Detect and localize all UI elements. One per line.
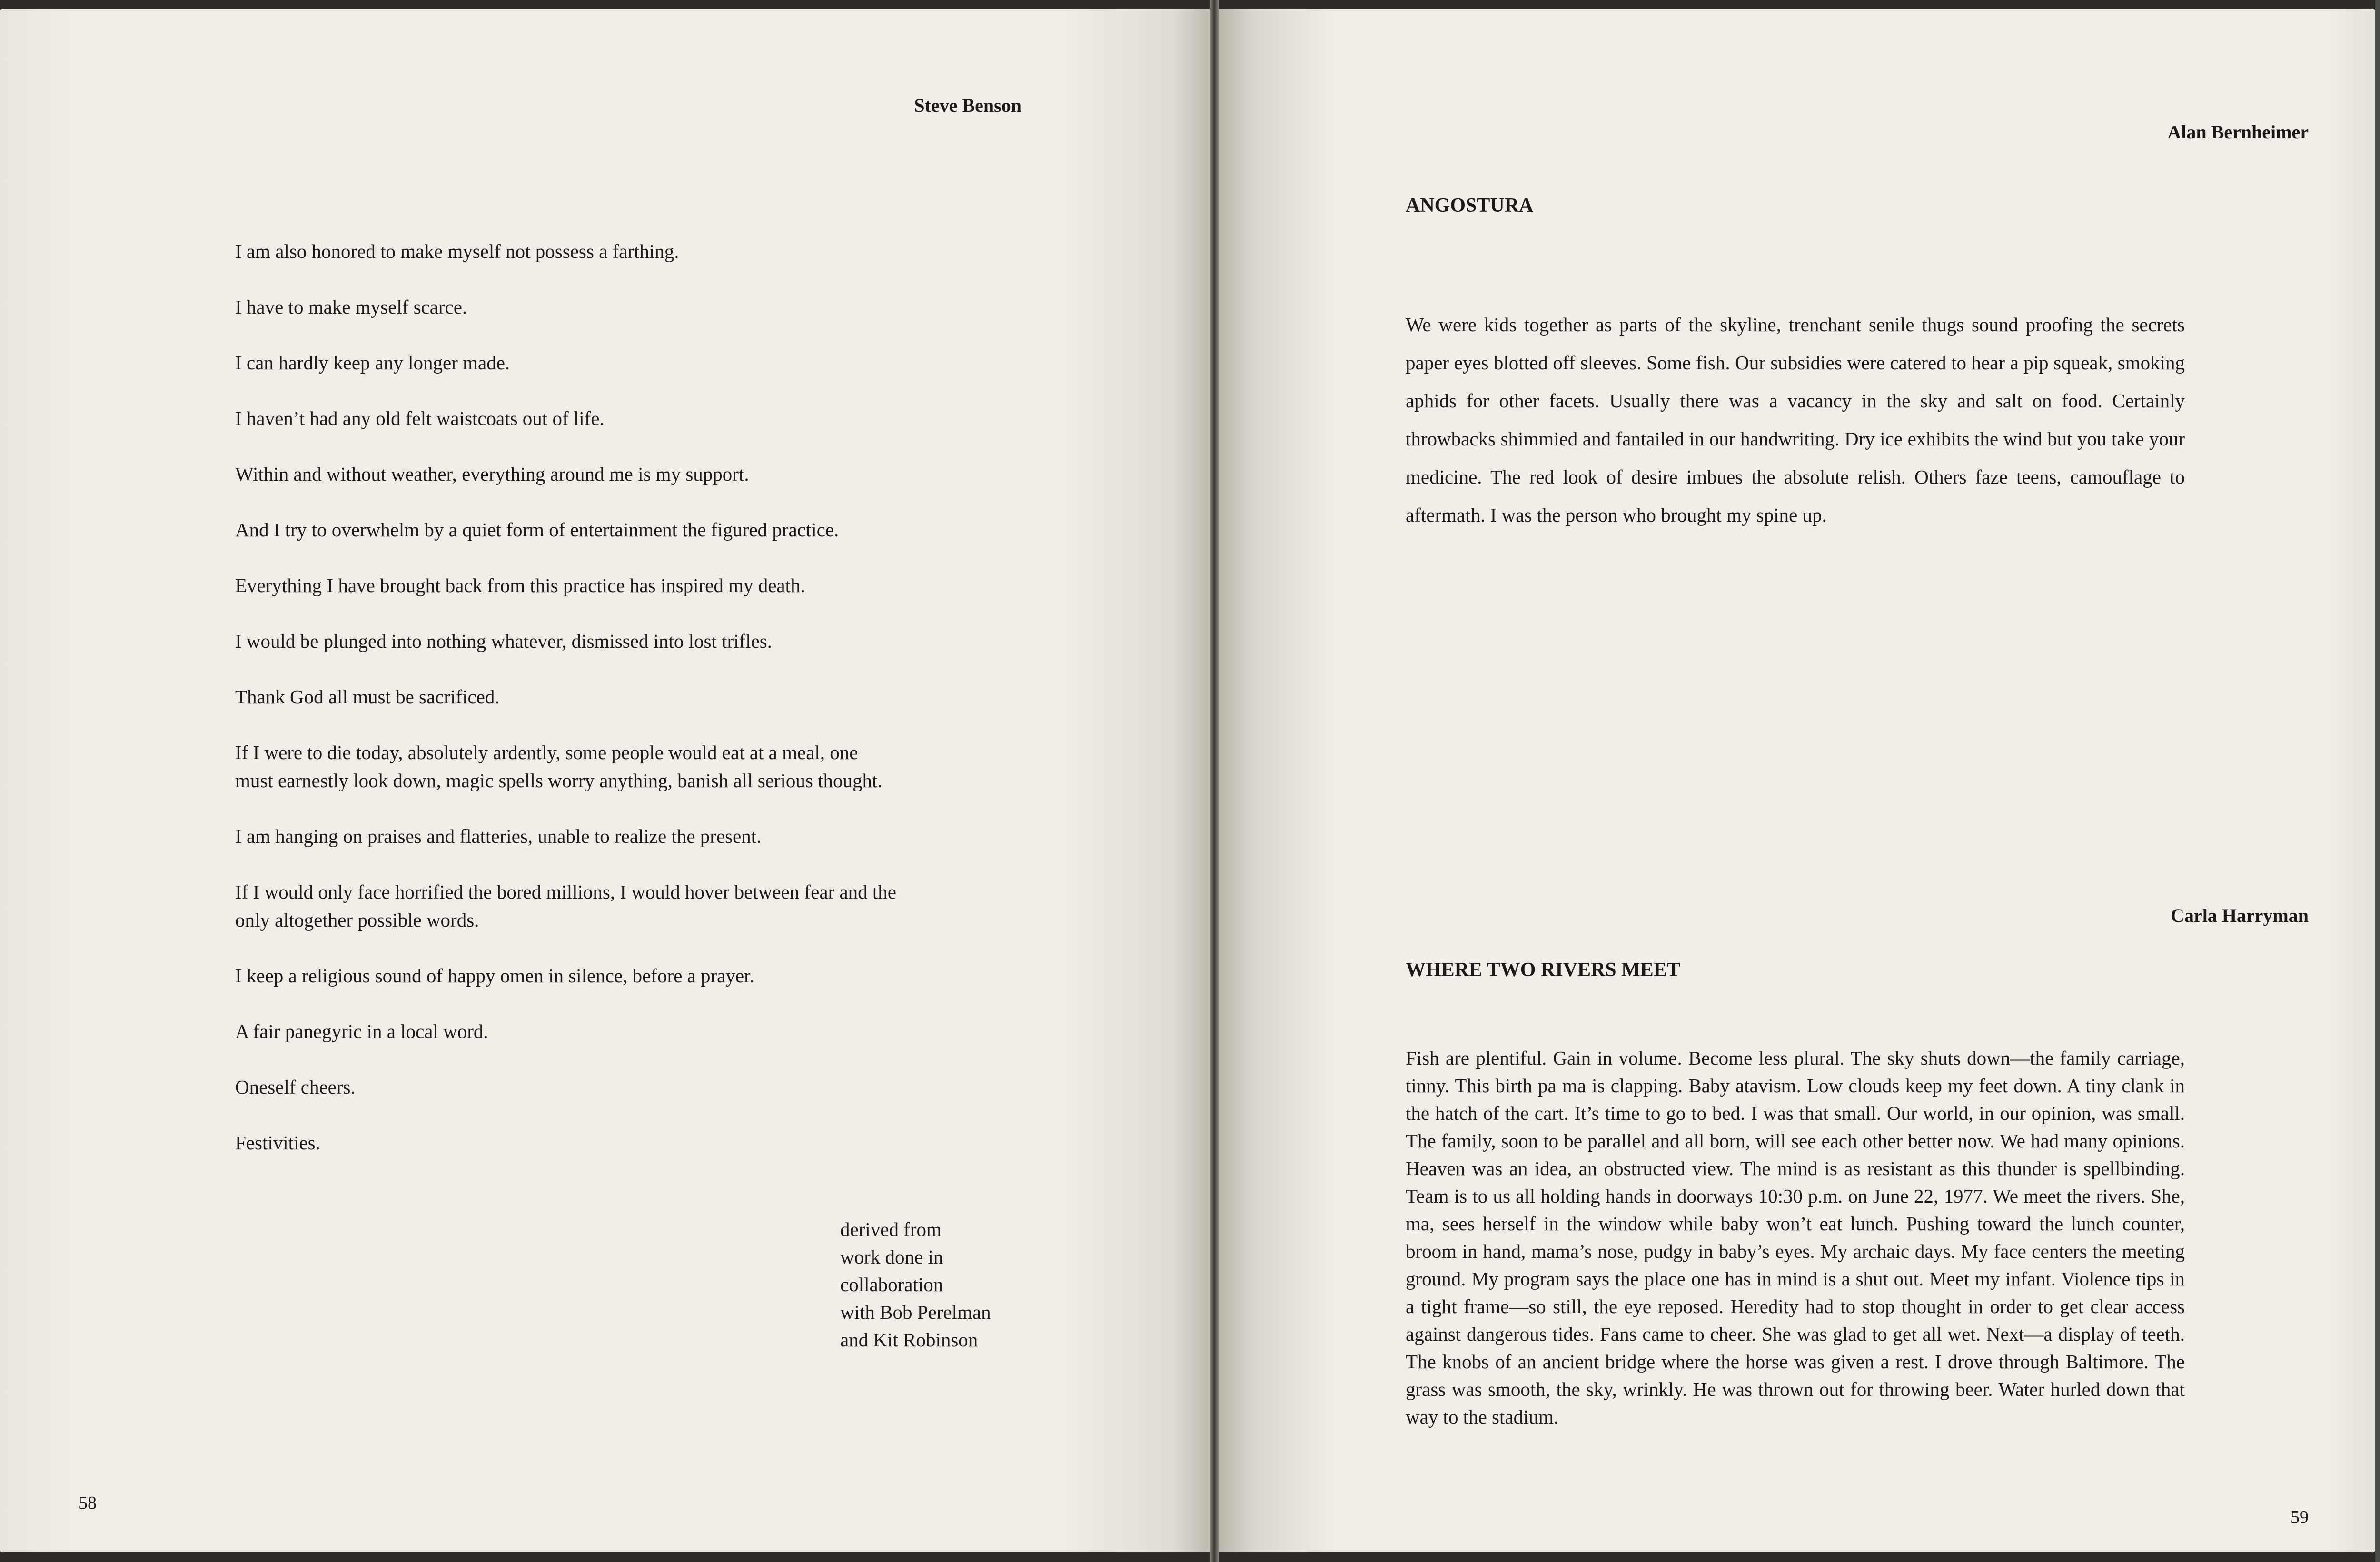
- credit-line: and Kit Robinson: [840, 1329, 978, 1351]
- poem-line: Everything I have brought back from this practice has inspired my death.: [235, 574, 805, 596]
- poem-title-1: ANGOSTURA: [1406, 195, 1534, 217]
- poem-line: must earnestly look down, magic spells worry anything, banish all serious thought.: [235, 770, 883, 791]
- book-gutter: [1210, 0, 1219, 1562]
- poem-line: I keep a religious sound of happy omen in silence, before a prayer.: [235, 965, 754, 987]
- poem-line: I haven’t had any old felt waistcoats out of life.: [235, 407, 605, 429]
- credit-line: collaboration: [840, 1274, 943, 1295]
- credit-line: work done in: [840, 1246, 943, 1268]
- book-edge: [2375, 0, 2380, 1562]
- poem-line: Thank God all must be sacrificed.: [235, 686, 500, 708]
- poem-text-2: Fish are plentiful. Gain in volume. Become less plural. The sky shuts down—the family carriage, tinny. This birth pa ma is clapping. Baby atavism. Low clouds keep my feet down. A tiny clank in the hatch of the cart. It’s time to go to bed. I was that small. Our world, in our opinion, was small. The family, soon to be parallel and all born, will see each other better now. We had many opinions. Heaven was an idea, an obstructed view. The mind is as resistant as this thunder is spellbinding. Team is to us all holding hands in doorways 10:30 p.m. on June 22, 1977. We meet the rivers. She, ma, sees herself in the window while baby won’t eat lunch. Pushing toward the lunch counter, broom in hand, mama’s nose, pudgy in baby’s eyes. My archaic days. My face centers the meeting ground. My program says the place one has in mind is a shut out. Meet my infant. Violence tips in a tight frame—so still, the eye reposed. Heredity had to stop thought in order to get clear access against dangerous tides. Fans came to cheer. She was glad to get all wet. Next—a display of teeth. The knobs of an ancient bridge where the horse was given a rest. I drove through Baltimore. The grass was smooth, the sky, wrinkly. He was thrown out for throwing beer. Water hurled down that way to the stadium.: [1406, 1047, 2185, 1428]
- poem-title-2: WHERE TWO RIVERS MEET: [1406, 959, 1680, 981]
- right-page: [1219, 9, 2375, 1552]
- poem-line: If I would only face horrified the bored millions, I would hover between fear and the: [235, 881, 896, 903]
- page-number: 58: [79, 1493, 97, 1513]
- poem-text-1: We were kids together as parts of the skyline, trenchant senile thugs sound proofing the secrets paper eyes blotted off sleeves. Some fish. Our subsidies were catered to hear a pip squeak, smoking aphids for other facets. Usually there was a vacancy in the sky and salt on food. Certainly throwbacks shimmied and fantailed in our handwriting. Dry ice exhibits the wind but you take your medicine. The red look of desire imbues the absolute relish. Others faze teens, camouflage to aftermath. I was the person who brought my spine up.: [1406, 314, 2185, 526]
- poem-line: only altogether possible words.: [235, 909, 479, 931]
- poem-line: Festivities.: [235, 1132, 320, 1154]
- poem-line: And I try to overwhelm by a quiet form of entertainment the figured practice.: [235, 519, 839, 541]
- poem-line: I am also honored to make myself not possess a farthing.: [235, 240, 679, 262]
- credit-line: derived from: [840, 1218, 942, 1240]
- page-number: 59: [2291, 1507, 2309, 1527]
- poem-line: I am hanging on praises and flatteries, unable to realize the present.: [235, 825, 762, 847]
- left-author: Steve Benson: [914, 95, 1021, 116]
- left-page: [0, 9, 1210, 1552]
- poem-line: I have to make myself scarce.: [235, 296, 467, 318]
- credit-line: with Bob Perelman: [840, 1301, 991, 1323]
- right-author-1: Alan Bernheimer: [2167, 121, 2309, 143]
- poem-line: Within and without weather, everything around me is my support.: [235, 463, 749, 485]
- poem-line: I can hardly keep any longer made.: [235, 352, 510, 374]
- poem-line: I would be plunged into nothing whatever, dismissed into lost trifles.: [235, 630, 773, 652]
- poem-line: A fair panegyric in a local word.: [235, 1020, 488, 1042]
- collaboration-credit: [840, 1216, 991, 1354]
- right-author-2: Carla Harryman: [2171, 905, 2309, 926]
- poem-line: If I were to die today, absolutely ardently, some people would eat at a meal, one: [235, 741, 858, 763]
- poem-line: Oneself cheers.: [235, 1076, 356, 1098]
